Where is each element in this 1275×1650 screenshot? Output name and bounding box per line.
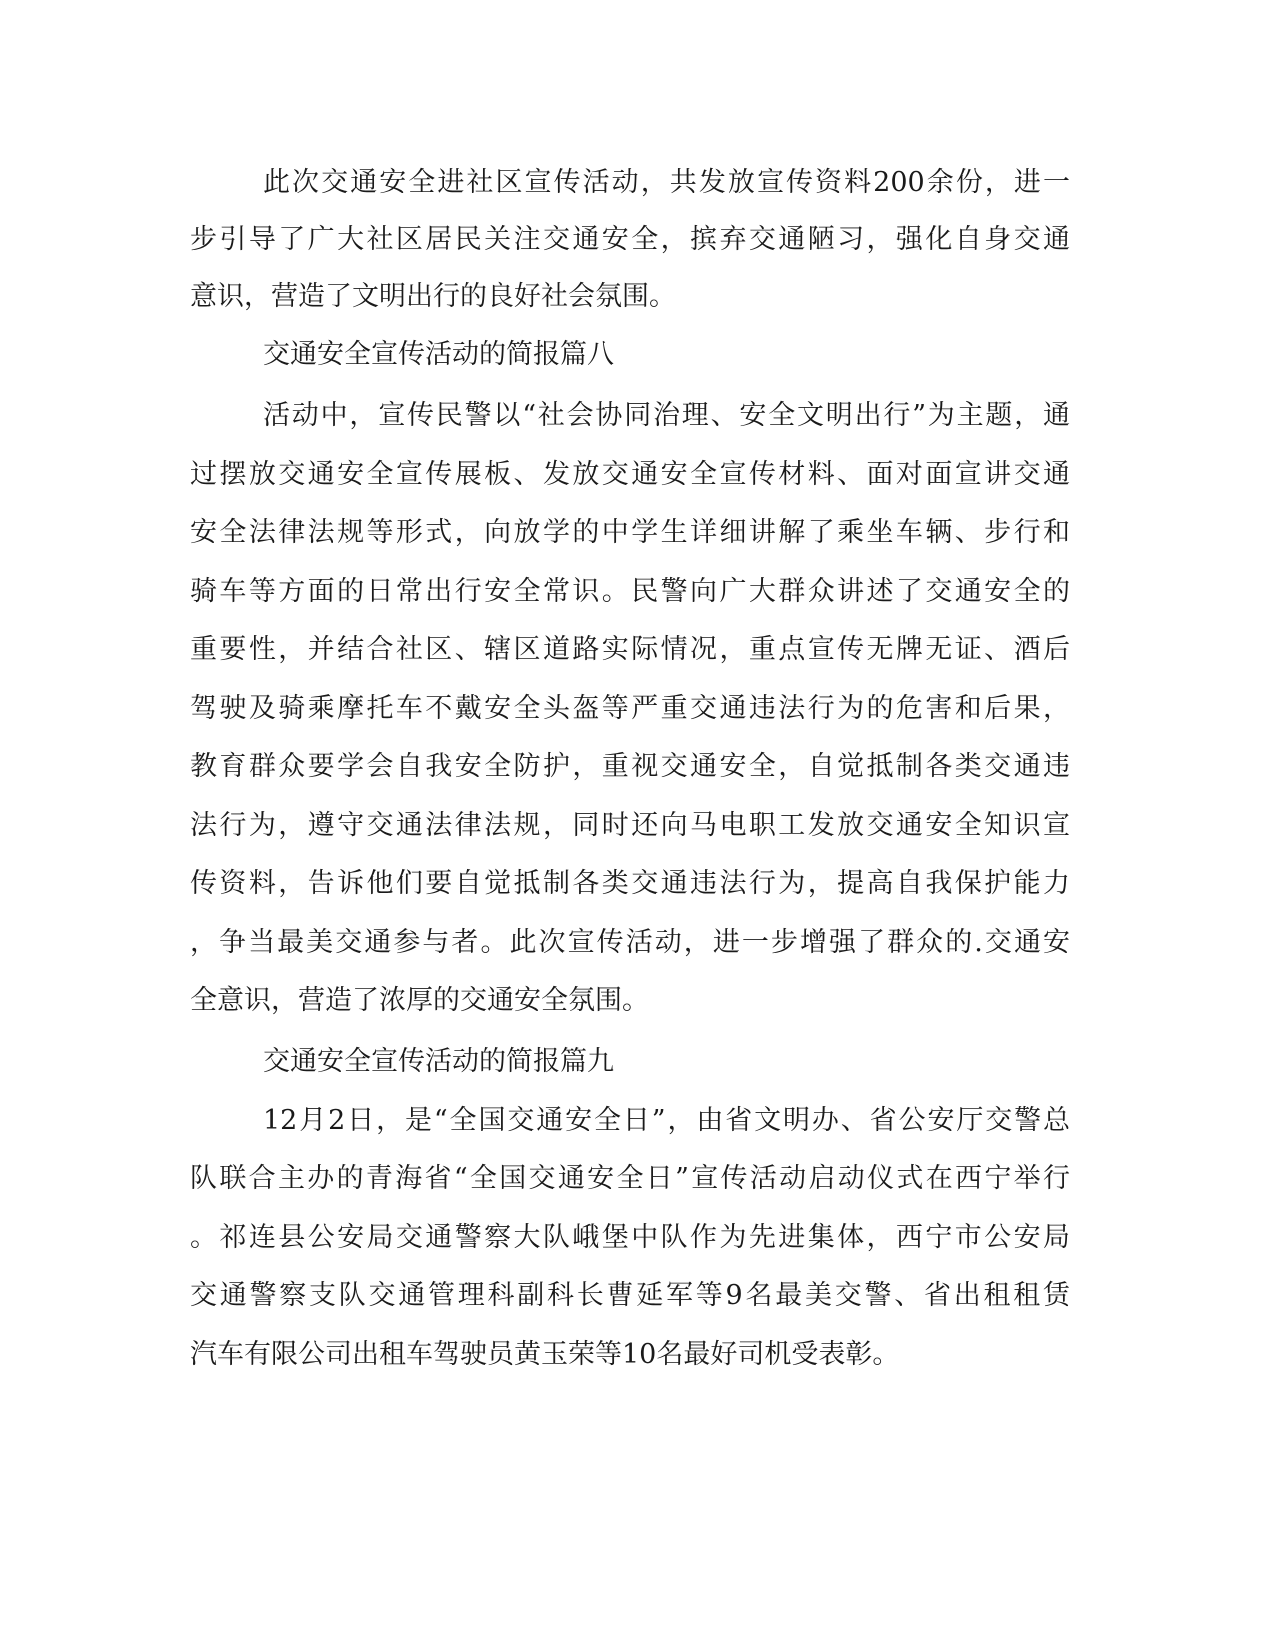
paragraph-1-line-1: 此次交通安全进社区宣传活动，共发放宣传资料200余份，进一 <box>263 167 1070 198</box>
paragraph-2-line-2: 过摆放交通安全宣传展板、发放交通安全宣传材料、面对面宣讲交通 <box>190 459 1070 490</box>
paragraph-3-line-4: 交通警察支队交通管理科副科长曹延军等9名最美交警、省出租租赁 <box>190 1280 1070 1311</box>
paragraph-3-line-2: 队联合主办的青海省“全国交通安全日”宣传活动启动仪式在西宁举行 <box>190 1163 1070 1194</box>
paragraph-2-line-7: 教育群众要学会自我安全防护，重视交通安全，自觉抵制各类交通违 <box>190 751 1070 782</box>
paragraph-1-line-3: 意识，营造了文明出行的良好社会氛围。 <box>190 281 676 312</box>
paragraph-2-line-11: 全意识，营造了浓厚的交通安全氛围。 <box>190 985 649 1016</box>
paragraph-2-line-5: 重要性，并结合社区、辖区道路实际情况，重点宣传无牌无证、酒后 <box>190 634 1070 665</box>
paragraph-3-line-5: 汽车有限公司出租车驾驶员黄玉荣等10名最好司机受表彰。 <box>190 1339 900 1370</box>
section-heading-8: 交通安全宣传活动的简报篇八 <box>263 339 614 370</box>
paragraph-2-line-4: 骑车等方面的日常出行安全常识。民警向广大群众讲述了交通安全的 <box>190 576 1070 607</box>
paragraph-2-line-6: 驾驶及骑乘摩托车不戴安全头盔等严重交通违法行为的危害和后果， <box>190 693 1070 724</box>
paragraph-2-line-10: ，争当最美交通参与者。此次宣传活动，进一步增强了群众的.交通安 <box>190 927 1070 958</box>
paragraph-3-line-3: 。祁连县公安局交通警察大队峨堡中队作为先进集体，西宁市公安局 <box>190 1222 1070 1253</box>
paragraph-2-line-8: 法行为，遵守交通法律法规，同时还向马电职工发放交通安全知识宣 <box>190 810 1070 841</box>
paragraph-1-line-2: 步引导了广大社区居民关注交通安全，摈弃交通陋习，强化自身交通 <box>190 224 1070 255</box>
section-heading-9: 交通安全宣传活动的简报篇九 <box>263 1046 614 1077</box>
paragraph-2-line-3: 安全法律法规等形式，向放学的中学生详细讲解了乘坐车辆、步行和 <box>190 517 1070 548</box>
paragraph-3-line-1: 12月2日，是“全国交通安全日”，由省文明办、省公安厅交警总 <box>263 1105 1070 1136</box>
paragraph-2-line-1: 活动中，宣传民警以“社会协同治理、安全文明出行”为主题，通 <box>263 400 1070 431</box>
paragraph-2-line-9: 传资料，告诉他们要自觉抵制各类交通违法行为，提高自我保护能力 <box>190 868 1070 899</box>
